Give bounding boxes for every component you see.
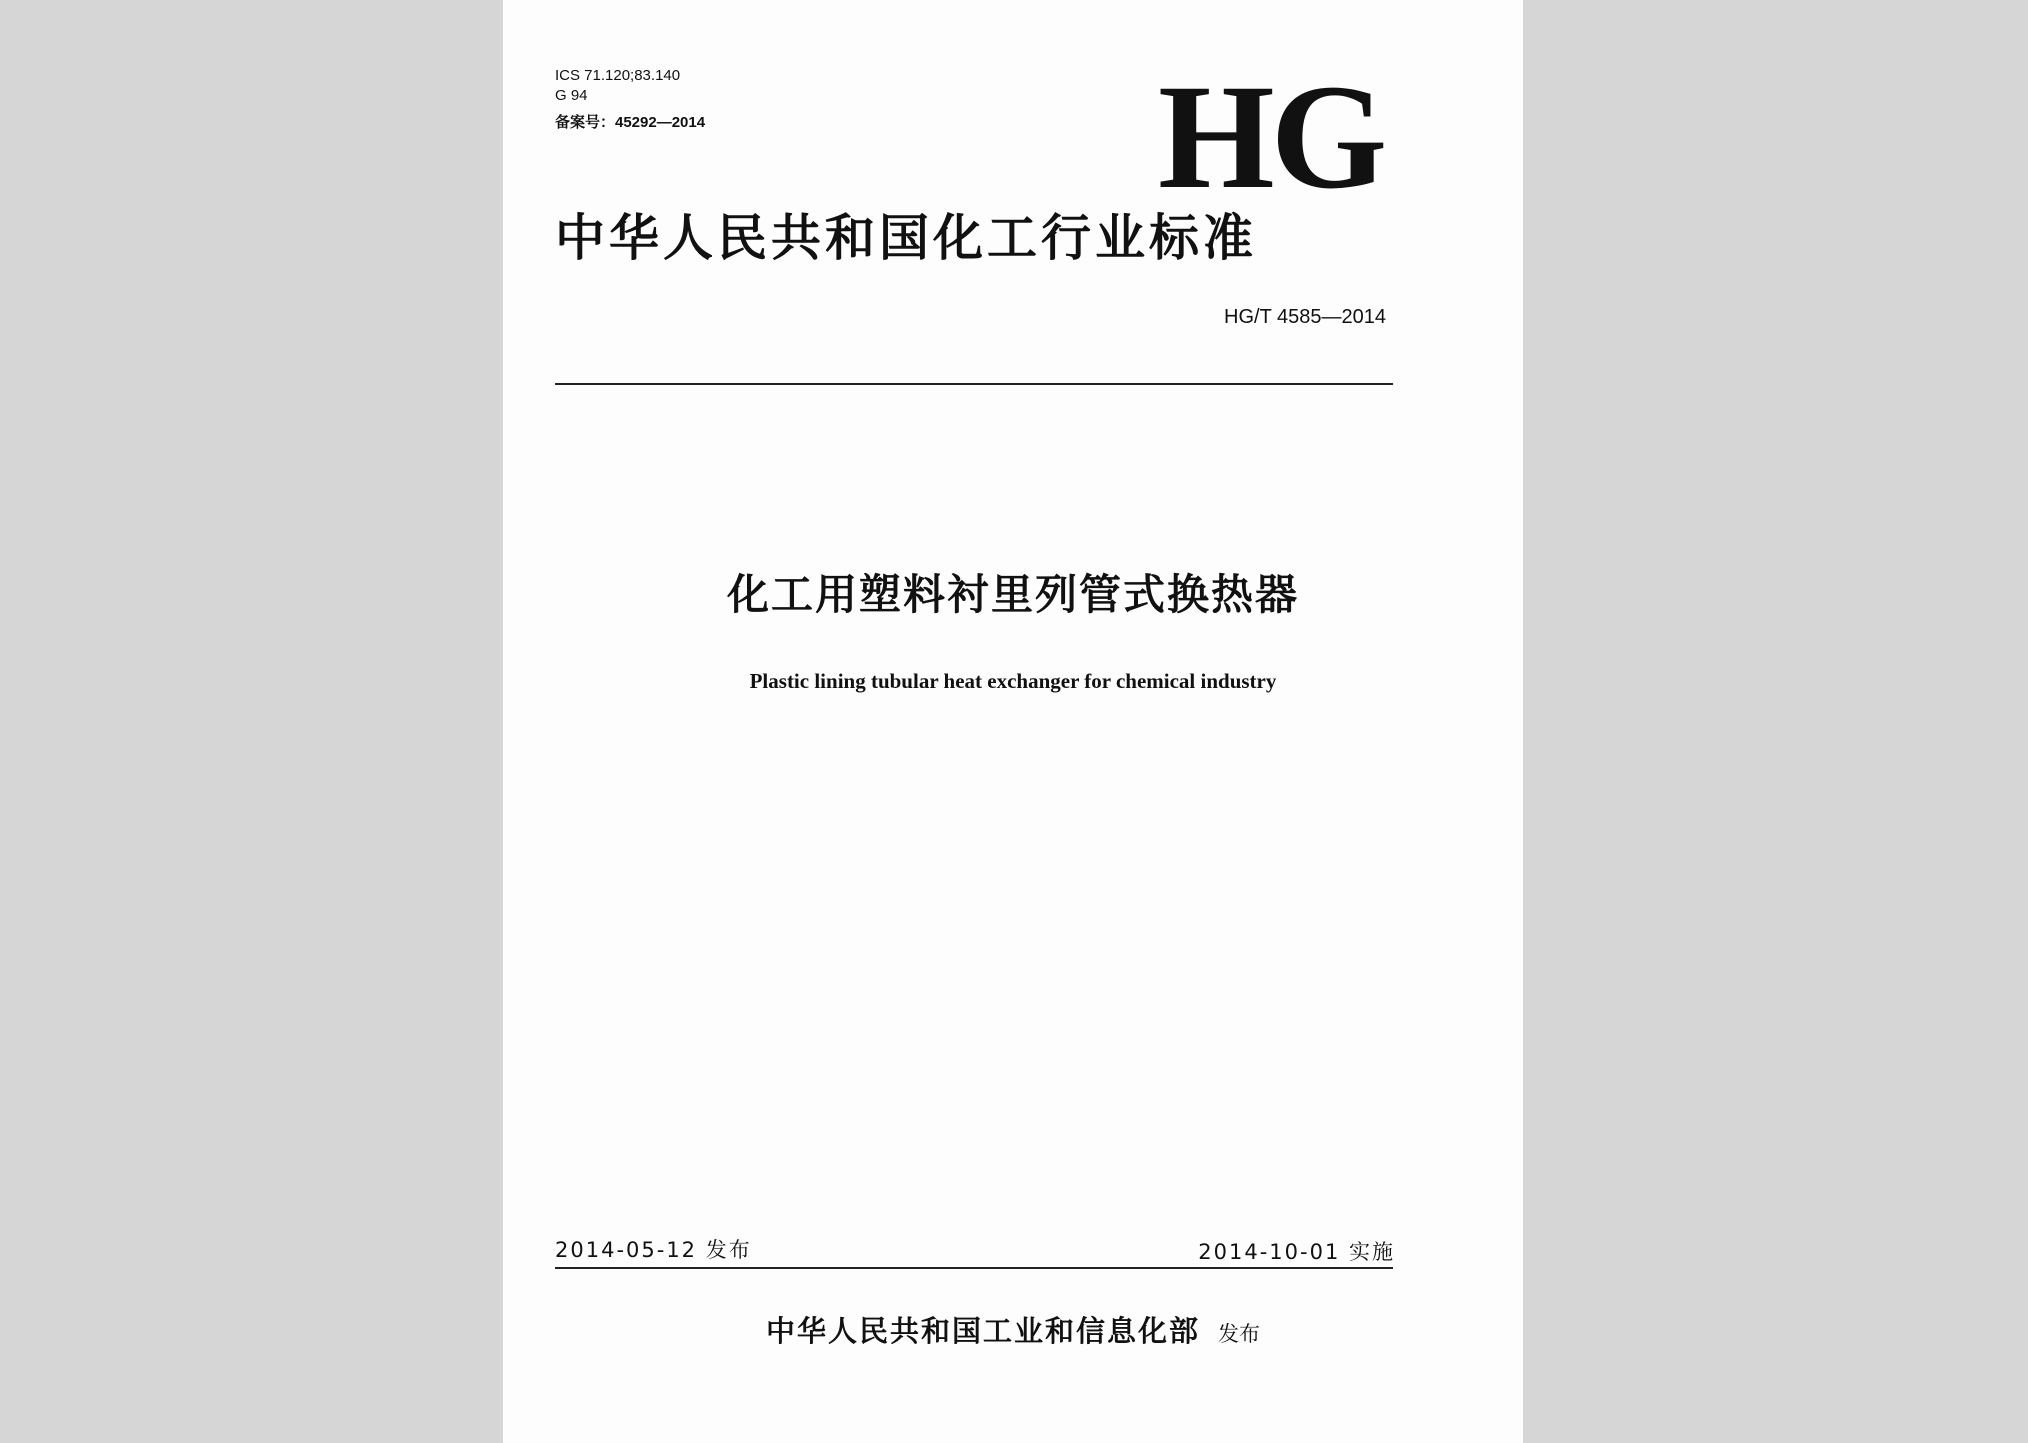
filing-number: 备案号：45292—2014 [555, 114, 706, 131]
title-chinese: 化工用塑料衬里列管式换热器 [726, 570, 1299, 619]
issuer-name: 中华人民共和国工业和信息化部 [765, 1314, 1200, 1348]
top-divider [555, 383, 1393, 385]
standard-number: HG/T 4585—2014 [1224, 306, 1386, 328]
document-page [503, 0, 1523, 1443]
bottom-divider [555, 1267, 1393, 1269]
standard-category: 中华人民共和国化工行业标准 [555, 209, 1257, 267]
hg-logo: HG [1158, 54, 1384, 220]
ics-code: ICS 71.120;83.140 [555, 67, 681, 84]
ccs-code: G 94 [555, 87, 588, 104]
issuer-line [503, 1312, 1523, 1353]
issue-date: 2014-05-12 发布 [555, 1238, 752, 1262]
implementation-date: 2014-10-01 实施 [1198, 1240, 1395, 1264]
issuer-action: 发布 [1218, 1322, 1260, 1346]
title-english: Plastic lining tubular heat exchanger for chemical industry [749, 669, 1277, 693]
